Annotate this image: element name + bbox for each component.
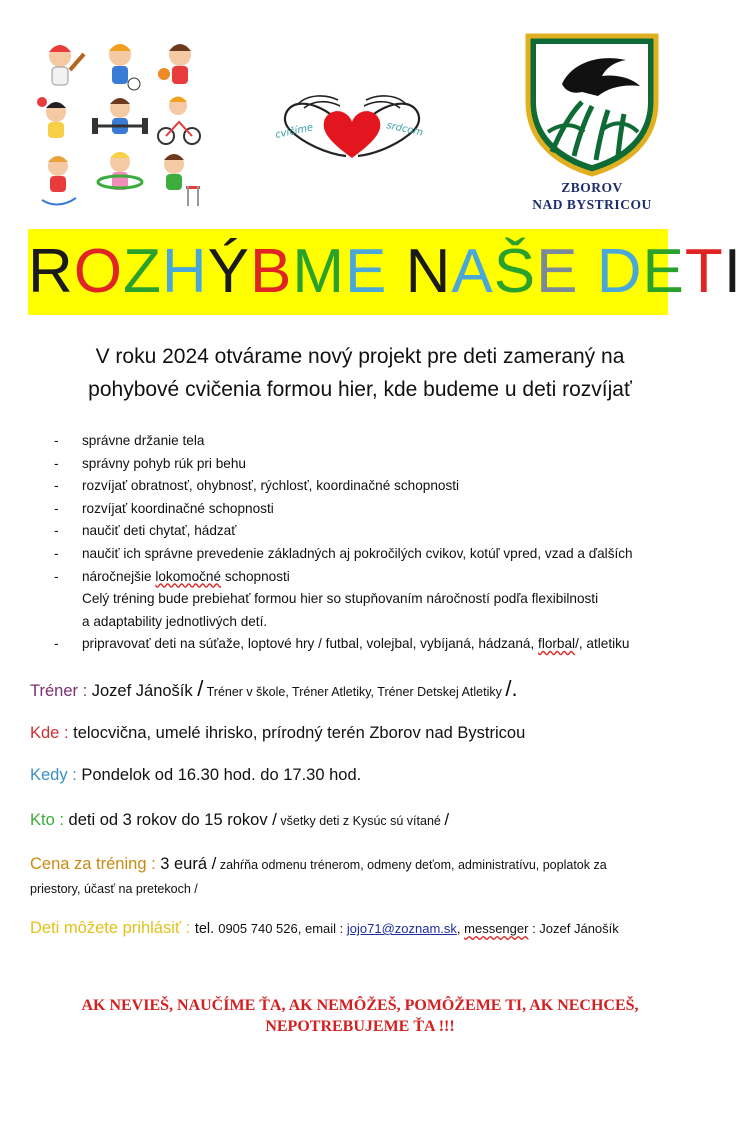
list-item bbox=[54, 498, 704, 521]
signup-sep: , bbox=[456, 921, 465, 936]
signup-label: Deti môžete prihlásiť : bbox=[30, 919, 195, 937]
banner-letter: A bbox=[451, 237, 494, 306]
who-value: deti od 3 rokov do 15 rokov bbox=[68, 811, 273, 829]
kids-sports-illustration bbox=[34, 40, 204, 212]
hands-text-right: srdcom bbox=[385, 120, 424, 139]
list-item bbox=[54, 430, 704, 453]
banner-letter: E bbox=[345, 237, 388, 306]
bullet-dash: - bbox=[54, 478, 59, 494]
banner-letter: D bbox=[596, 237, 643, 306]
slogan-line-2: NEPOTREBUJEME ŤA !!! bbox=[265, 1018, 455, 1035]
banner-letter: Š bbox=[493, 237, 537, 306]
list-item-text: Celý tréning bude prebiehať formou hier so stupňovaním náročností podľa flexibilnosti bbox=[82, 591, 599, 607]
bullet-dash: - bbox=[54, 433, 59, 448]
kid-jump-icon bbox=[37, 97, 66, 138]
where-value: telocvična, umelé ihrisko, prírodný terén Zborov nad Bystricou bbox=[73, 724, 526, 742]
where-label: Kde : bbox=[30, 724, 74, 742]
price-value: 3 eurá bbox=[160, 855, 212, 873]
slogan bbox=[20, 995, 700, 1037]
email-link[interactable]: jojo71@zoznam.sk bbox=[346, 921, 457, 936]
banner-letter bbox=[579, 237, 597, 306]
list-item-continuation bbox=[54, 611, 704, 634]
skills-list bbox=[54, 430, 704, 656]
price-note-line2: priestory, účasť na pretekoch / bbox=[30, 882, 198, 896]
list-item bbox=[54, 543, 704, 566]
price-row bbox=[30, 854, 700, 874]
signup-tel: tel. bbox=[194, 921, 219, 937]
list-item bbox=[54, 566, 704, 589]
list-item-text: rozvíjať obratnosť, ohybnosť, rýchlosť, koordinačné schopnosti bbox=[82, 478, 460, 494]
kid-hurdle-icon bbox=[164, 154, 200, 206]
bullet-dash: - bbox=[54, 500, 59, 516]
bullet-dash: - bbox=[54, 455, 59, 471]
price-colon: : bbox=[151, 855, 161, 873]
slogan-line-1: AK NEVIEŠ, NAUČÍME ŤA, AK NEMÔŽEŠ, POMÔŽEME TI, AK NECHCEŠ, bbox=[81, 997, 639, 1014]
bullet-dash: - bbox=[54, 568, 59, 584]
where-row bbox=[30, 724, 700, 743]
banner-letter: N bbox=[405, 237, 452, 306]
list-item-text-pre: pripravovať deti na súťaže, loptové hry / futbal, volejbal, vybíjaná, hádzaná, bbox=[82, 636, 539, 652]
intro-text bbox=[20, 340, 700, 406]
signup-row bbox=[30, 919, 700, 938]
bullet-dash: - bbox=[54, 523, 59, 539]
kid-running-icon bbox=[42, 156, 76, 205]
price-label: Cena za tréning bbox=[30, 855, 152, 873]
kid-cycling-icon bbox=[158, 97, 200, 145]
trainer-name: Jozef Jánošík bbox=[91, 682, 198, 700]
when-label: Kedy : bbox=[30, 766, 82, 784]
list-item-text: a adaptability jednotlivých detí. bbox=[82, 613, 268, 629]
trainer-row bbox=[30, 676, 700, 702]
price-note-line1: zahŕňa odmenu trénerom, odmeny deťom, administratívu, poplatok za bbox=[216, 858, 607, 872]
banner-letter: H bbox=[161, 237, 208, 306]
town-name-line1: ZBOROV bbox=[561, 180, 623, 195]
heart-icon bbox=[324, 111, 381, 158]
banner-letter: I bbox=[723, 237, 742, 306]
list-item-text: rozvíjať koordinačné schopnosti bbox=[82, 500, 274, 516]
slash: / bbox=[197, 676, 204, 701]
kid-hula-hoop-icon bbox=[98, 152, 142, 190]
list-item bbox=[54, 633, 704, 656]
banner-letter: Ý bbox=[207, 237, 251, 306]
list-item-text: naučiť deti chytať, hádzať bbox=[82, 523, 237, 539]
kid-basketball-icon bbox=[158, 44, 191, 84]
banner-letter: O bbox=[73, 237, 124, 306]
messenger-word: messenger bbox=[464, 921, 529, 936]
intro-line-2: pohybové cvičenia formou hier, kde budeme u deti rozvíjať bbox=[88, 378, 632, 401]
slash: / bbox=[444, 810, 450, 829]
slash: /. bbox=[505, 676, 518, 701]
list-item bbox=[54, 520, 704, 543]
intro-line-1: V roku 2024 otvárame nový projekt pre deti zameraný na bbox=[95, 345, 625, 368]
banner-letter: B bbox=[250, 237, 293, 306]
slash: / bbox=[211, 854, 217, 873]
banner-letter bbox=[387, 237, 405, 306]
who-note: všetky deti z Kysúc sú vítané bbox=[276, 814, 445, 828]
town-name-line2: NAD BYSTRICOU bbox=[532, 197, 652, 212]
banner-letter: R bbox=[28, 237, 74, 306]
who-row bbox=[30, 810, 700, 830]
list-item-text: naučiť ich správne prevedenie základných aj pokročilých cvikov, kotúľ vpred, vzad a ďalších bbox=[82, 545, 633, 561]
kid-baseball-icon bbox=[49, 45, 84, 85]
list-item bbox=[54, 453, 704, 476]
banner-letter: E bbox=[642, 237, 685, 306]
bullet-dash: - bbox=[54, 545, 59, 561]
price-row-continuation bbox=[30, 880, 700, 898]
trainer-label: Tréner : bbox=[30, 682, 92, 700]
banner-letter: T bbox=[684, 237, 724, 306]
list-item-text: správny pohyb rúk pri behu bbox=[82, 455, 246, 471]
right-fingers bbox=[364, 96, 406, 108]
slash: / bbox=[272, 810, 277, 829]
hands-text-left: cvičíme bbox=[274, 122, 315, 141]
left-fingers bbox=[298, 96, 340, 108]
when-value: Pondelok od 16.30 hod. do 17.30 hod. bbox=[81, 766, 362, 784]
messenger-contact: : Jozef Jánošík bbox=[528, 921, 619, 936]
spellcheck-word: florbal bbox=[538, 636, 576, 652]
list-item-text-post: /, atletiku bbox=[575, 636, 630, 652]
bullet-dash: - bbox=[54, 636, 59, 652]
spellcheck-word: lokomočné bbox=[155, 568, 222, 584]
list-item bbox=[54, 475, 704, 498]
banner-letter: M bbox=[292, 237, 346, 306]
kid-weightlifting-icon bbox=[92, 98, 148, 134]
banner-title bbox=[28, 229, 742, 315]
hands-heart-logo bbox=[268, 84, 436, 168]
signup-phone: 0905 740 526, email : bbox=[218, 921, 347, 936]
who-label: Kto : bbox=[30, 811, 69, 829]
list-item-text-post: schopnosti bbox=[221, 568, 290, 584]
town-coat-of-arms-icon bbox=[522, 32, 662, 178]
title-banner bbox=[28, 229, 742, 315]
trainer-note: Tréner v škole, Tréner Atletiky, Tréner Detskej Atletiky bbox=[203, 685, 506, 699]
banner-letter: E bbox=[536, 237, 579, 306]
kid-football-icon bbox=[109, 44, 140, 90]
banner-letter: Z bbox=[123, 237, 162, 306]
list-item-text: správne držanie tela bbox=[82, 433, 205, 448]
when-row bbox=[30, 766, 700, 785]
town-crest-block bbox=[518, 32, 666, 212]
list-item-continuation bbox=[54, 588, 704, 611]
list-item-text-pre: náročnejšie bbox=[82, 568, 156, 584]
